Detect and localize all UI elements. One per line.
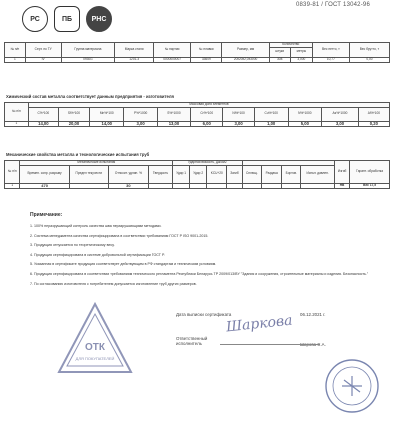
col-header: Раздача xyxy=(262,165,282,183)
col-header: Марка стали xyxy=(115,43,154,58)
cell: 6,00 xyxy=(191,121,223,126)
certification-logos xyxy=(22,6,112,32)
cell: 3,00 xyxy=(223,121,255,126)
col-header: Mn%*100 xyxy=(90,107,124,121)
cell: 0,20 xyxy=(358,121,389,126)
round-stamp xyxy=(322,356,382,416)
cell xyxy=(301,183,335,188)
cell xyxy=(148,183,172,188)
cell xyxy=(242,183,262,188)
cell: 10,77 xyxy=(312,57,349,62)
col-header: Времен. сопр. разрыву xyxy=(20,165,69,183)
cell: 3,000 xyxy=(290,57,312,62)
notes-heading: Примечание: xyxy=(30,212,63,218)
mech-table xyxy=(4,160,390,189)
cell: 0,00 xyxy=(349,57,389,62)
note-item: 3. Продукция отпускается по теоретическому весу. xyxy=(30,243,115,248)
col-header: Количество xyxy=(269,43,312,48)
col-header: C%*100 xyxy=(28,107,58,121)
col-header: Вес нетто, т xyxy=(312,43,349,58)
col-header: Загиб xyxy=(227,165,242,183)
col-header: Si%*100 xyxy=(58,107,89,121)
cell: 3,00 xyxy=(322,121,359,126)
cell: 3,00 xyxy=(124,121,157,126)
signature-line xyxy=(220,344,320,345)
cell xyxy=(227,183,242,188)
cell: IV xyxy=(25,57,61,62)
col-header: № плавки xyxy=(191,43,222,58)
cell: Вес 17,5 xyxy=(350,183,390,188)
col-header: Вес брутто, т xyxy=(349,43,389,58)
table-row xyxy=(5,183,390,188)
col-header: Al%*100 xyxy=(358,107,389,121)
col-header: N%*1000 xyxy=(288,107,322,121)
col-header: Бортов. xyxy=(282,165,301,183)
cell xyxy=(69,183,108,188)
cell: 1 xyxy=(5,183,20,188)
col-header: Cr%*100 xyxy=(191,107,223,121)
date-label: Дата выписки сертификата xyxy=(176,312,232,317)
col-header: P%*1000 xyxy=(124,107,157,121)
col-header: Твердость xyxy=(148,165,172,183)
col-header: S%*1000 xyxy=(157,107,190,121)
cell: 1 xyxy=(5,57,26,62)
date-value: 06.12.2021 г. xyxy=(300,312,326,317)
cell: 5,00 xyxy=(288,121,322,126)
col-header: № партии xyxy=(154,43,191,58)
col-header: Изгиб xyxy=(334,161,349,184)
cell xyxy=(262,183,282,188)
col-header: Удар 2 xyxy=(190,165,207,183)
chem-title: Химический состав металла соответствует данным предприятия - изготовителя xyxy=(6,94,174,99)
mech-subtitle: Ударная вязкость, Дж/см2 xyxy=(173,161,242,166)
otk-stamp xyxy=(55,300,135,380)
col-header: Группа материала xyxy=(61,43,115,58)
cell: 14,00 xyxy=(28,121,58,126)
col-header: Относит. удлин. % xyxy=(108,165,148,183)
col-header: Сплющ. xyxy=(242,165,262,183)
chem-subtitle: Массовая доля элементов xyxy=(28,103,389,108)
mech-title: Механические свойства металла и технологические испытания труб xyxy=(6,152,150,157)
mech-subtitle: Механические испытания xyxy=(20,161,173,166)
cell xyxy=(282,183,301,188)
table-row xyxy=(5,57,390,62)
note-item: 5. Указанная в сертификате продукция соответствует действующим в РФ стандартам и техническим условиям. xyxy=(30,262,217,267)
col-header: метры xyxy=(290,47,312,57)
exec-label: Ответственный исполнитель xyxy=(176,336,208,346)
signature-stroke: Шаркова xyxy=(225,312,294,336)
document-code: 0839-81 / ГОСТ 13042-96 xyxy=(295,2,370,8)
cell xyxy=(207,183,227,188)
cell: 33609 xyxy=(191,57,222,62)
cell: НВ xyxy=(334,183,349,188)
col-header: Предел текучести xyxy=(69,165,108,183)
col-header: штуки xyxy=(269,47,290,57)
cell: 0000000007 xyxy=(154,57,191,62)
cell xyxy=(190,183,207,188)
cell: 20,00 xyxy=(58,121,89,126)
note-item: 2. Система менеджмента качества сертифицирована в соответствии требованиям ГОСТ Р ISO 9001-2015. xyxy=(30,233,209,238)
cell: 30 xyxy=(108,183,148,188)
cell: 14,00 xyxy=(90,121,124,126)
cell: 308 xyxy=(269,57,290,62)
table-row xyxy=(5,121,390,126)
col-header: Размер, мм xyxy=(222,43,269,58)
col-header: № п/п xyxy=(5,161,20,184)
cell: 20x20x2,0x3000 xyxy=(222,57,269,62)
exec-name: Шарова С.А. xyxy=(300,342,326,347)
rns-logo: РНС xyxy=(86,6,112,32)
col-header: KCU+20 xyxy=(207,165,227,183)
note-item: 1. 100% неразрушающий контроль качества шва неразрушающими методами. xyxy=(30,224,162,228)
cell: 1201.3 xyxy=(115,57,154,62)
note-item: 7. По согласованию изготовителя с потребителем допускается изготовление труб других размеров. xyxy=(30,281,197,286)
stamp-sub: ДЛЯ ПОКУПАТЕЛЕЙ xyxy=(75,356,115,361)
col-header: Удар 1 xyxy=(173,165,190,183)
cell: 0930G xyxy=(61,57,115,62)
cell: 1,00 xyxy=(254,121,288,126)
cell: 470 xyxy=(20,183,69,188)
cell xyxy=(173,183,190,188)
pb-logo: ПБ xyxy=(54,6,80,32)
col-header: Ni%*100 xyxy=(223,107,255,121)
col-header: Серт. по ТУ xyxy=(25,43,61,58)
product-table xyxy=(4,42,390,63)
chem-table xyxy=(4,102,390,127)
col-header: As%*1000 xyxy=(322,107,359,121)
note-item: 6. Продукция сертифицирована в соответствии требованиям технического регламента Республики Беларусь ТР 2009/013/BY "Здания и сооружения, строительные материалы и изделия. Безопасность." xyxy=(30,271,369,276)
col-header: № п/п xyxy=(5,43,26,58)
col-header: Cu%*100 xyxy=(254,107,288,121)
rs-logo: РС xyxy=(22,6,48,32)
cell: 13,00 xyxy=(157,121,190,126)
notes-section xyxy=(30,212,375,291)
stamp-text: ОТК xyxy=(85,342,105,353)
col-header: Гарант. обработка xyxy=(350,161,390,184)
col-header: № п/п xyxy=(5,103,29,122)
col-header: Испыт. давлен. xyxy=(301,165,335,183)
cell: 1 xyxy=(5,121,29,126)
note-item: 4. Продукция сертифицирована в системе добровольной сертификации ГОСТ Р. xyxy=(30,252,165,257)
